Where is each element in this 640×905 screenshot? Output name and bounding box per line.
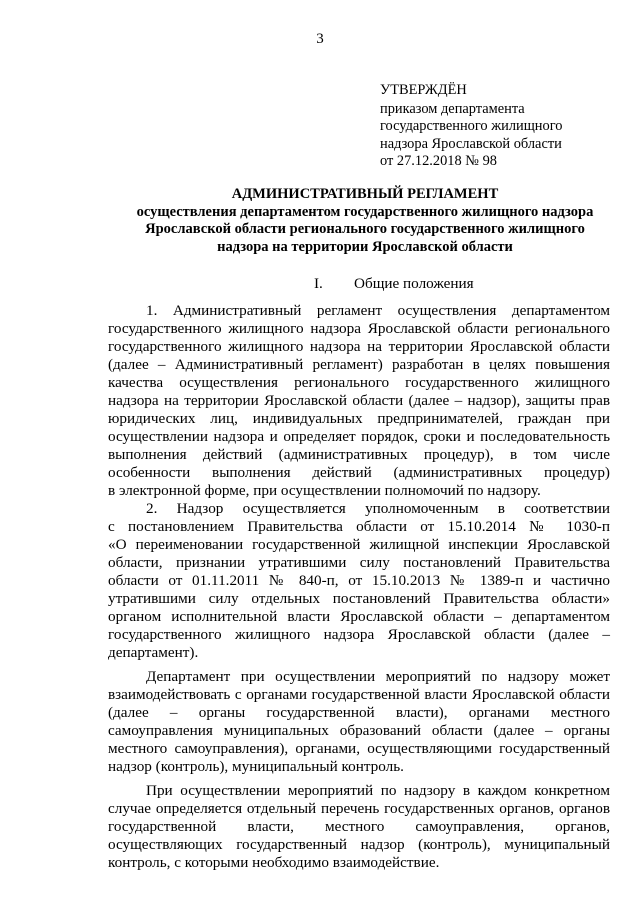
paragraph-4 — [108, 782, 610, 872]
document-title-line: осуществления департаментом государственного жилищного надзора — [136, 203, 594, 220]
text-line: При осуществлении мероприятий по надзору в каждом конкретном — [146, 782, 610, 799]
text-line: (далее – органы государственной власти), органами местного — [108, 704, 610, 721]
approval-line: надзора Ярославской области — [380, 135, 562, 152]
text-line: осуществлении надзора и определяет порядок, сроки и последовательность — [108, 428, 610, 445]
text-line: надзора на территории Ярославской области (далее – надзор), защиты прав — [108, 392, 610, 409]
approval-title: УТВЕРЖДЁН — [380, 82, 467, 98]
section-number: I. — [314, 275, 323, 292]
paragraph-1 — [108, 302, 610, 500]
text-line: Департамент при осуществлении мероприятий по надзору может — [146, 668, 610, 685]
document-title-line: надзора на территории Ярославской области — [217, 238, 513, 255]
paragraph-2 — [108, 500, 610, 662]
text-line: качества осуществления регионального государственного жилищного — [108, 374, 610, 391]
text-line: области от 01.11.2011 № 840-п, от 15.10.2013 № 1389-п и частично — [108, 572, 610, 589]
text-line: надзор (контроль), муниципальный контроль. — [108, 758, 404, 775]
text-line: государственного жилищного надзора на территории Ярославской области — [108, 338, 610, 355]
text-line: государственной власти, местного самоуправления, органов, — [108, 818, 610, 835]
approval-line: приказом департамента — [380, 100, 525, 117]
text-line: самоуправления муниципальных образований области (далее – органы — [108, 722, 610, 739]
text-line: утратившими силу отдельных постановлений Правительства области» — [108, 590, 610, 607]
document-title-line: АДМИНИСТРАТИВНЫЙ РЕГЛАМЕНТ — [231, 186, 499, 202]
text-line: органом исполнительной власти Ярославской области – департаментом — [108, 608, 610, 625]
text-line: в электронной форме, при осуществлении полномочий по надзору. — [108, 482, 541, 499]
text-line: области, признании утратившими силу постановлений Правительства — [108, 554, 610, 571]
text-line: случае определяется отдельный перечень государственных органов, органов — [108, 800, 610, 817]
document-title — [100, 186, 630, 256]
paragraph-3 — [108, 668, 610, 776]
text-line: 2. Надзор осуществляется уполномоченным в соответствии — [146, 500, 610, 517]
approval-line: государственного жилищного — [380, 118, 563, 134]
text-line: осуществляющих государственный надзор (контроль), муниципальный — [108, 836, 610, 853]
text-line: 1. Административный регламент осуществления департаментом — [146, 302, 610, 319]
body-text — [108, 302, 610, 872]
text-line: выполнения действий (административных процедур), в том числе — [108, 446, 610, 463]
page-number: 3 — [316, 31, 324, 47]
text-line: государственного жилищного надзора Ярославской области регионального — [108, 320, 610, 337]
text-line: государственного жилищного надзора Ярославской области (далее – — [108, 626, 610, 643]
text-line: (далее – Административный регламент) разработан в целях повышения — [108, 356, 610, 373]
text-line: контроль, с которыми необходимо взаимодействие. — [108, 854, 440, 871]
approval-stamp — [380, 82, 630, 171]
text-line: взаимодействовать с органами государственной власти Ярославской области — [108, 686, 610, 703]
text-line: «О переименовании государственной жилищной инспекции Ярославской — [108, 536, 610, 553]
document-title-line: Ярославской области регионального государственного жилищного — [145, 221, 585, 237]
text-line: департамент). — [108, 644, 199, 661]
approval-line: от 27.12.2018 № 98 — [380, 153, 497, 169]
section-title: Общие положения — [354, 275, 474, 292]
text-line: с постановлением Правительства области от 15.10.2014 № 1030-п — [108, 518, 610, 535]
text-line: особенности выполнения действий (административных процедур) — [108, 464, 610, 481]
text-line: юридических лиц, индивидуальных предпринимателей, граждан при — [108, 410, 610, 427]
section-heading — [314, 275, 474, 293]
text-line: местного самоуправления), органами, осуществляющими государственный — [108, 740, 610, 757]
